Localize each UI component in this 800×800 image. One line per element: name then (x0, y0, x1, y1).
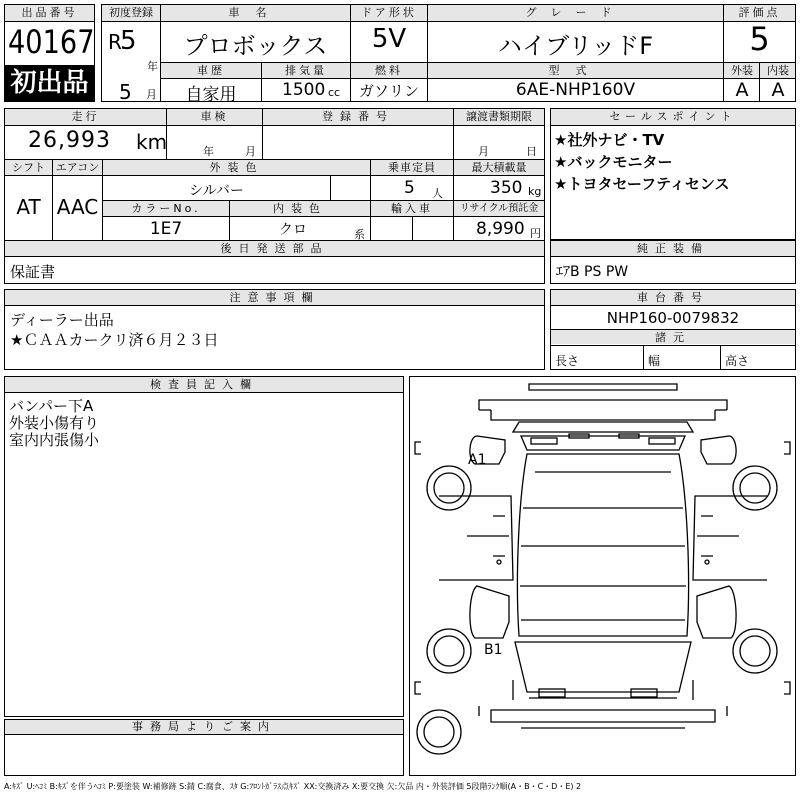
mileage-unit: km (136, 130, 168, 154)
displacement-unit: cc (328, 86, 341, 99)
first-reg-month: 5 (119, 80, 132, 104)
fuel: ガソリン (358, 82, 419, 100)
lot-label: 出品番号 (21, 6, 78, 19)
ac-label: エアコン (55, 161, 100, 174)
interior-color-label: 内装色 (273, 202, 327, 215)
door-label: ドア形状 (361, 6, 417, 19)
month-unit: 月 (146, 88, 157, 101)
lot-number: 40167 (8, 23, 95, 61)
sales-point-item: ★トヨタセーフティセンス (554, 175, 730, 193)
interior-color: クロ (279, 222, 307, 238)
car-name: プロボックス (183, 32, 328, 60)
chassis-number: NHP160-0079832 (606, 309, 740, 327)
inspection-year-unit: 年 (203, 145, 214, 158)
mileage-value: 26,993 (28, 128, 111, 153)
first-reg-label: 初度登録 (109, 6, 153, 19)
car-diagram (409, 376, 796, 776)
capacity: 5 (404, 178, 415, 198)
load-label: 最大積載量 (471, 161, 527, 174)
shift-label: シフト (12, 161, 45, 174)
exterior-label: 外装 (731, 64, 753, 77)
notes-line: ★ＣＡＡカークリ済６月２３日 (10, 331, 219, 349)
grade: ハイブリッドF (497, 32, 654, 60)
equipment-value: ｴｱB PS PW (556, 264, 629, 280)
inspector-line: 室内内張傷小 (9, 431, 100, 449)
height-label: 高さ (725, 354, 750, 368)
notes-line: ディーラー出品 (10, 311, 114, 329)
transfer-month-unit: 月 (478, 145, 489, 158)
inspector-line: バンパー下A (9, 397, 94, 415)
era: R (108, 30, 122, 54)
history: 自家用 (185, 85, 237, 105)
displacement-label: 排気量 (285, 64, 327, 77)
recycle-label: リサイクル預託金 (459, 203, 539, 214)
inspection-label: 車検 (200, 110, 229, 123)
sales-point-item: ★バックモニター (554, 153, 673, 171)
inspection-month-unit: 月 (245, 145, 256, 158)
door-type: 5V (371, 24, 407, 54)
damage-mark-front: A1 (468, 452, 487, 468)
score: 5 (749, 20, 770, 58)
sales-points-label: セールスポイント (609, 110, 737, 123)
dims-label: 諸元 (655, 331, 691, 344)
exterior-color: シルバー (189, 183, 244, 199)
length-label: 長さ (555, 354, 580, 368)
shift: AT (16, 195, 41, 219)
office-label: 事務局よりご案内 (132, 720, 276, 733)
exterior-grade: A (735, 79, 749, 101)
model-label: 型式 (548, 64, 603, 77)
color-label: 外装色 (209, 161, 264, 174)
sales-point-item: ★社外ナビ・TV (554, 131, 665, 149)
width-label: 幅 (648, 354, 661, 368)
chassis-label: 車台番号 (637, 291, 709, 304)
air-conditioner: AAC (56, 195, 99, 219)
import-label: 輸入車 (391, 202, 433, 215)
legend: A:ｷｽﾞ U:ﾍｺﾐ B:ｷｽﾞを伴うﾍｺﾐ P:要塗装 W:補修跡 S:錆 C:腐食、ｽﾀ G:ﾌﾛﾝﾄｶﾞﾗｽ点ｷｽﾞ XX:交換済み X:要交換 欠:欠品 内・外装評価 5段階ﾗﾝｸ順(A・B・C・D・E) 2 (4, 782, 582, 791)
interior-color-unit: 系 (354, 228, 365, 241)
color-no: 1E7 (149, 219, 183, 239)
transfer-day-unit: 日 (526, 145, 537, 158)
first-reg-year: 5 (120, 26, 137, 56)
score-label: 評価点 (738, 6, 781, 19)
notes-label: 注意事項欄 (229, 291, 320, 304)
capacity-unit: 人 (432, 187, 443, 200)
inspector-line: 外装小傷有り (9, 414, 100, 432)
inspector-label: 検査員記入欄 (150, 378, 258, 391)
fuel-label: 燃料 (375, 64, 403, 77)
recycle-fee: 8,990 (476, 219, 525, 239)
displacement: 1500 (282, 80, 326, 100)
model-code: 6AE-NHP160V (515, 80, 636, 100)
grade-label: グレード (525, 6, 626, 19)
capacity-label: 乗車定員 (388, 161, 436, 174)
damage-mark-rear: B1 (484, 642, 503, 658)
reg-no-label: 登録番号 (322, 110, 394, 123)
parts-label: 後日発送部品 (220, 242, 329, 255)
first-listing-text: 初出品 (10, 68, 89, 98)
parts-value: 保証書 (10, 263, 56, 281)
color-no-label: カラーNo. (131, 202, 201, 215)
load: 350 (490, 178, 523, 198)
equipment-label: 純正装備 (637, 242, 709, 255)
recycle-unit: 円 (530, 227, 541, 240)
load-unit: kg (528, 185, 542, 198)
year-unit: 年 (147, 60, 158, 73)
mileage-label: 走行 (71, 110, 100, 123)
transfer-label: 譲渡書類期限 (466, 110, 532, 123)
interior-label: 内装 (767, 64, 789, 77)
history-label: 車歴 (197, 64, 225, 77)
interior-grade: A (771, 79, 785, 101)
car-name-label: 車名 (228, 6, 283, 19)
